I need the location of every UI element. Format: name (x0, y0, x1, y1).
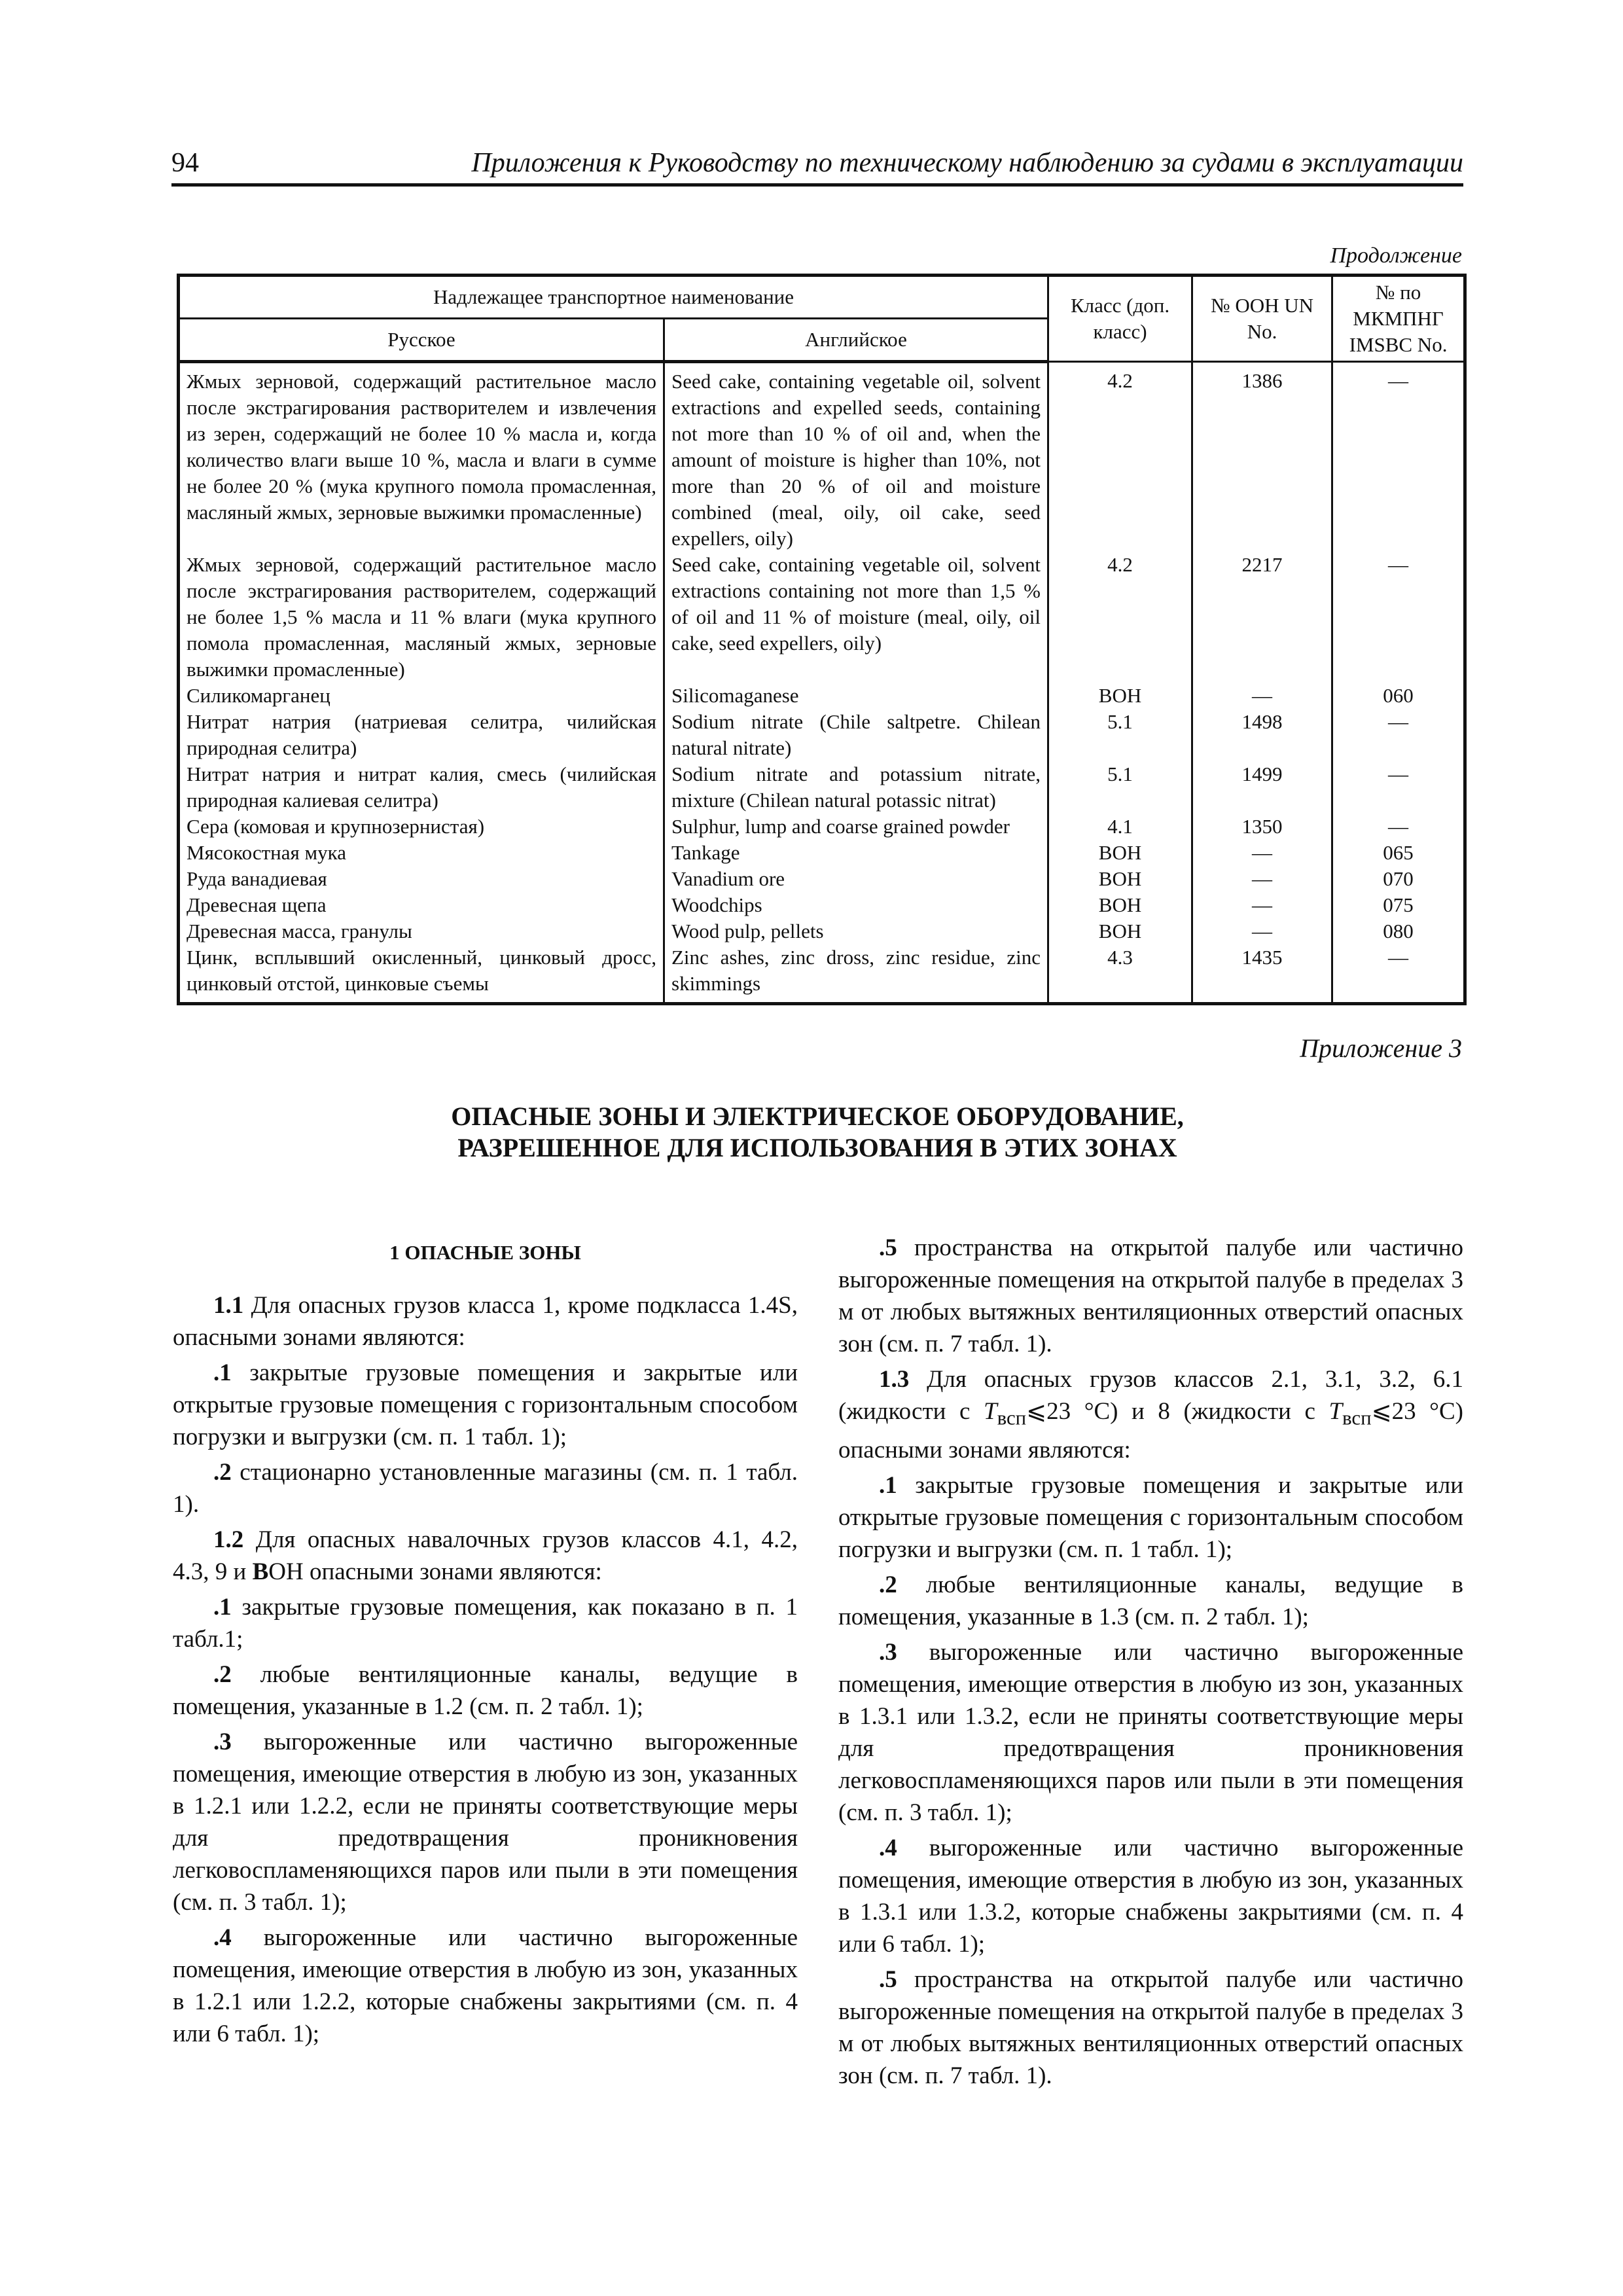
clause-number: 1.2 (213, 1526, 244, 1553)
page-number: 94 (171, 148, 199, 178)
paragraph-text: Для опасных грузов класса 1, кроме подкласса 1.4S, опасными зонами являются: (173, 1292, 798, 1351)
class-cell: ВОН (1048, 918, 1192, 944)
clause-number: .1 (213, 1594, 232, 1621)
english-name-cell: Sodium nitrate (Chile saltpetre. Chilean natural nitrate) (664, 709, 1048, 761)
paragraph-text: ⩽23 °С) опасными зонами являются: (838, 1398, 1463, 1464)
running-title: Приложения к Руководству по техническому наблюдению за судами в эксплуатации (471, 148, 1463, 178)
header-russian: Русское (179, 319, 664, 362)
un-number-cell: 1350 (1192, 814, 1332, 840)
paragraph-text: закрытые грузовые помещения и закрытые или открытые грузовые помещения с горизонтальным способом погрузки и выгрузки (см. п. 1 табл. 1); (173, 1359, 798, 1450)
english-name-cell: Silicomaganese (664, 683, 1048, 709)
class-cell: 4.2 (1048, 552, 1192, 683)
un-number-cell: 1435 (1192, 944, 1332, 1004)
clause-number: .3 (879, 1639, 897, 1666)
class-cell: 4.3 (1048, 944, 1192, 1004)
imsbc-number-cell: 070 (1332, 866, 1465, 892)
imsbc-number-cell: 075 (1332, 892, 1465, 918)
left-column (173, 1232, 798, 2053)
class-cell: ВОН (1048, 892, 1192, 918)
paragraph-text: закрытые грузовые помещения, как показано в п. 1 табл.1; (173, 1594, 798, 1653)
russian-name-cell: Жмых зерновой, содержащий растительное масло после экстрагирования растворителем и извлечения из зерен, содержащий не более 10 % масла и, когда количество влаги выше 10 %, масла и влаги в сумме не более 20 % (мука крупного помола промасленная, масляный жмых, зерновые выжимки промасленные) (179, 362, 664, 552)
english-name-cell: Sulphur, lump and coarse grained powder (664, 814, 1048, 840)
cargo-table (177, 274, 1463, 1005)
un-number-cell: — (1192, 840, 1332, 866)
section-heading: 1 ОПАСНЫЕ ЗОНЫ (389, 1241, 581, 1264)
clause-number: .4 (879, 1835, 897, 1862)
header-imsbc-number: № по МКМПНГ IMSBC No. (1332, 276, 1465, 362)
clause-number: .3 (213, 1729, 232, 1755)
header-class: Класс (доп. класс) (1048, 276, 1192, 362)
table-row (179, 709, 1465, 761)
russian-name-cell: Нитрат натрия (натриевая селитра, чилийская природная селитра) (179, 709, 664, 761)
paragraph-text: любые вентиляционные каналы, ведущие в помещения, указанные в 1.2 (см. п. 2 табл. 1); (173, 1661, 798, 1720)
paragraph (173, 1524, 798, 1588)
header-english: Английское (664, 319, 1048, 362)
paragraph (173, 1591, 798, 1655)
english-name-cell: Woodchips (664, 892, 1048, 918)
class-cell: ВОН (1048, 683, 1192, 709)
paragraph-text: выгороженные или частично выгороженные помещения, имеющие отверстия в любую из зон, указанных в 1.3.1 или 1.3.2, которые снабжены закрытиями (см. п. 4 или 6 табл. 1); (838, 1835, 1463, 1958)
continuation-label: Продолжение (1330, 243, 1462, 268)
clause-number: .5 (879, 1966, 897, 1994)
table-row (179, 892, 1465, 918)
english-name-cell: Sodium nitrate and potassium nitrate, mixture (Chilean natural potassic nitrat) (664, 761, 1048, 814)
russian-name-cell: Жмых зерновой, содержащий растительное масло после экстрагирования растворителем, содержащий не более 1,5 % масла и 11 % влаги (мука крупного помола промасленная, масляный жмых, зерновые выжимки промасленные) (179, 552, 664, 683)
paragraph (838, 1832, 1463, 1960)
imsbc-number-cell: — (1332, 552, 1465, 683)
clause-number: .1 (213, 1359, 232, 1386)
header-un-number: № ООН UN No. (1192, 276, 1332, 362)
header-proper-name: Надлежащее транспортное наименование (179, 276, 1048, 319)
appendix-label: Приложение 3 (1300, 1033, 1462, 1063)
appendix-title-line1: ОПАСНЫЕ ЗОНЫ И ЭЛЕКТРИЧЕСКОЕ ОБОРУДОВАНИЕ, (451, 1102, 1184, 1131)
clause-number: 1.1 (213, 1292, 244, 1319)
english-name-cell: Vanadium ore (664, 866, 1048, 892)
temperature-symbol: T (983, 1398, 997, 1425)
paragraph-text: Для опасных навалочных грузов классов 4.1, 4.2, 4.3, 9 и (173, 1526, 798, 1585)
paragraph (838, 1232, 1463, 1360)
paragraph (173, 1922, 798, 2050)
paragraph-text: Для опасных грузов классов 2.1, 3.1, 3.2, 6.1 (жидкости с (838, 1366, 1463, 1425)
imsbc-number-cell: — (1332, 362, 1465, 552)
paragraph-text: выгороженные или частично выгороженные помещения, имеющие отверстия в любую из зон, указанных в 1.3.1 или 1.3.2, если не приняты соответствующие меры для предотвращения проникновения легковоспламеняющихся паров или пыли в эти помещения (см. п. 3 табл. 1); (838, 1639, 1463, 1827)
clause-number: .2 (213, 1661, 232, 1688)
table-row (179, 683, 1465, 709)
imsbc-number-cell: — (1332, 814, 1465, 840)
clause-number: .1 (879, 1472, 897, 1499)
paragraph (838, 1636, 1463, 1829)
english-name-cell: Seed cake, containing vegetable oil, solvent extractions and expelled seeds, containing not more than 10 % of oil and, when the amount of moisture is higher than 10%, not more than 20 % of oil and moisture combined (meal, oily, oil cake, seed expellers, oily) (664, 362, 1048, 552)
english-name-cell: Seed cake, containing vegetable oil, solvent extractions containing not more than 1,5 % of oil and 11 % of moisture (meal, oily, oil cake, seed expellers, oily) (664, 552, 1048, 683)
paragraph (838, 1569, 1463, 1633)
paragraph-text: ОН опасными зонами являются: (268, 1558, 602, 1585)
paragraph-text: выгороженные или частично выгороженные помещения, имеющие отверстия в любую из зон, указанных в 1.2.1 или 1.2.2, если не приняты соответствующие меры для предотвращения проникновения легковоспламеняющихся паров или пыли в эти помещения (см. п. 3 табл. 1); (173, 1729, 798, 1916)
table-row (179, 761, 1465, 814)
class-cell: ВОН (1048, 866, 1192, 892)
right-column (838, 1232, 1463, 2095)
paragraph-text: ⩽23 °С) и 8 (жидкости с (1026, 1398, 1329, 1425)
clause-number: .4 (213, 1924, 232, 1951)
temperature-subscript: всп (1342, 1407, 1372, 1429)
russian-name-cell: Руда ванадиевая (179, 866, 664, 892)
paragraph-text: закрытые грузовые помещения и закрытые или открытые грузовые помещения с горизонтальным способом погрузки и выгрузки (см. п. 1 табл. 1); (838, 1472, 1463, 1564)
russian-name-cell: Силикомарганец (179, 683, 664, 709)
bold-letter: В (252, 1558, 269, 1585)
table-row (179, 944, 1465, 1004)
un-number-cell: — (1192, 683, 1332, 709)
table-row (179, 362, 1465, 552)
class-cell: 5.1 (1048, 761, 1192, 814)
class-cell: ВОН (1048, 840, 1192, 866)
russian-name-cell: Цинк, всплывший окисленный, цинковый дросс, цинковый отстой, цинковые съемы (179, 944, 664, 1004)
appendix-title (171, 1101, 1463, 1164)
temperature-symbol: T (1329, 1398, 1343, 1425)
clause-number: .2 (879, 1571, 897, 1599)
paragraph-text: любые вентиляционные каналы, ведущие в помещения, указанные в 1.3 (см. п. 2 табл. 1); (838, 1571, 1463, 1631)
imsbc-number-cell: — (1332, 761, 1465, 814)
paragraph-text: стационарно установленные магазины (см. п. 1 табл. 1). (173, 1459, 798, 1518)
russian-name-cell: Древесная щепа (179, 892, 664, 918)
un-number-cell: 2217 (1192, 552, 1332, 683)
english-name-cell: Tankage (664, 840, 1048, 866)
class-cell: 4.2 (1048, 362, 1192, 552)
class-cell: 4.1 (1048, 814, 1192, 840)
un-number-cell: 1499 (1192, 761, 1332, 814)
english-name-cell: Zinc ashes, zinc dross, zinc residue, zinc skimmings (664, 944, 1048, 1004)
paragraph (838, 1363, 1463, 1466)
table-row (179, 840, 1465, 866)
table-body (179, 362, 1465, 1004)
paragraph (173, 1289, 798, 1354)
paragraph (173, 1456, 798, 1520)
un-number-cell: — (1192, 918, 1332, 944)
un-number-cell: — (1192, 892, 1332, 918)
un-number-cell: 1386 (1192, 362, 1332, 552)
table-row (179, 866, 1465, 892)
table-row (179, 918, 1465, 944)
imsbc-number-cell: 060 (1332, 683, 1465, 709)
russian-name-cell: Сера (комовая и крупнозернистая) (179, 814, 664, 840)
clause-number: .5 (879, 1234, 897, 1261)
paragraph-text: выгороженные или частично выгороженные помещения, имеющие отверстия в любую из зон, указанных в 1.2.1 или 1.2.2, которые снабжены закрытиями (см. п. 4 или 6 табл. 1); (173, 1924, 798, 2047)
paragraph-text: пространства на открытой палубе или частично выгороженные помещения на открытой палубе в пределах 3 м от любых вытяжных вентиляционных отверстий опасных зон (см. п. 7 табл. 1). (838, 1234, 1463, 1357)
imsbc-number-cell: 065 (1332, 840, 1465, 866)
paragraph (838, 1964, 1463, 2092)
russian-name-cell: Нитрат натрия и нитрат калия, смесь (чилийская природная калиевая селитра) (179, 761, 664, 814)
appendix-title-line2: РАЗРЕШЕННОЕ ДЛЯ ИСПОЛЬЗОВАНИЯ В ЭТИХ ЗОНАХ (457, 1133, 1177, 1162)
clause-number: 1.3 (879, 1366, 910, 1393)
running-header (171, 145, 1463, 187)
clause-number: .2 (213, 1459, 232, 1486)
imsbc-number-cell: — (1332, 709, 1465, 761)
english-name-cell: Wood pulp, pellets (664, 918, 1048, 944)
paragraph (173, 1726, 798, 1918)
table-row (179, 552, 1465, 683)
table-row (179, 814, 1465, 840)
class-cell: 5.1 (1048, 709, 1192, 761)
russian-name-cell: Древесная масса, гранулы (179, 918, 664, 944)
un-number-cell: — (1192, 866, 1332, 892)
un-number-cell: 1498 (1192, 709, 1332, 761)
paragraph (173, 1659, 798, 1723)
temperature-subscript: всп (997, 1407, 1027, 1429)
imsbc-number-cell: 080 (1332, 918, 1465, 944)
imsbc-number-cell: — (1332, 944, 1465, 1004)
paragraph (838, 1469, 1463, 1566)
paragraph-text: пространства на открытой палубе или частично выгороженные помещения на открытой палубе в пределах 3 м от любых вытяжных вентиляционных отверстий опасных зон (см. п. 7 табл. 1). (838, 1966, 1463, 2090)
paragraph (173, 1357, 798, 1453)
russian-name-cell: Мясокостная мука (179, 840, 664, 866)
